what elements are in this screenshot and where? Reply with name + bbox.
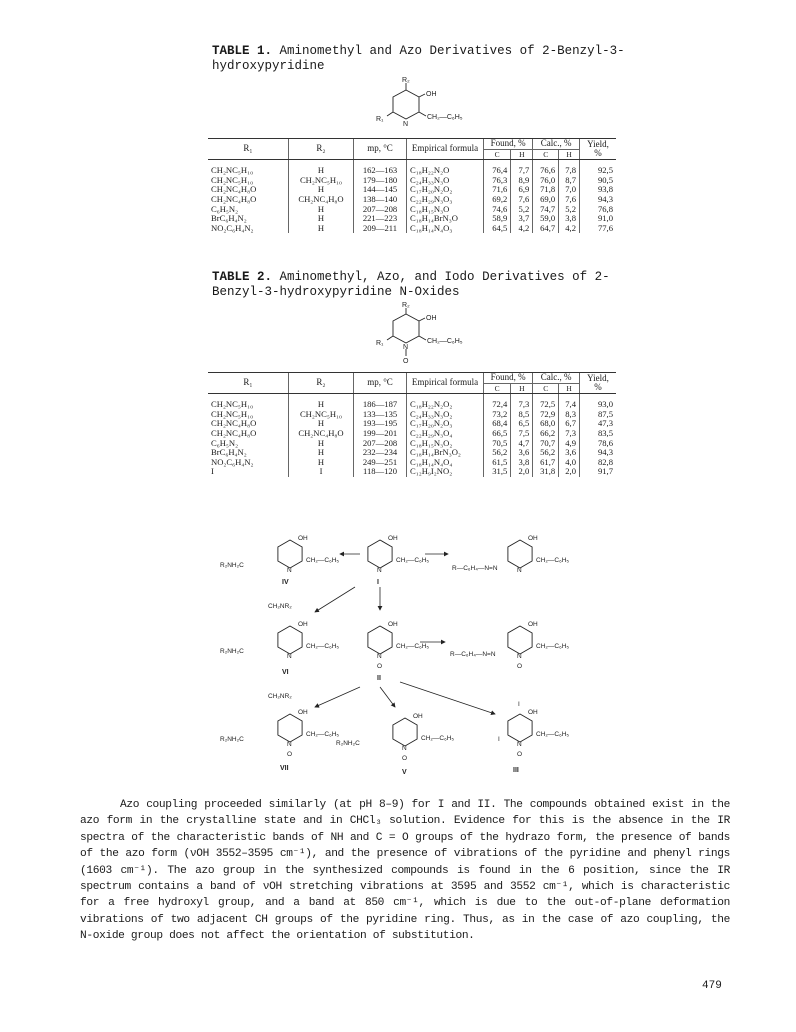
table1-cell-fc: 69,2: [484, 195, 511, 205]
table2-cell-r2: H: [289, 419, 354, 429]
table2-body: [208, 394, 616, 477]
table1-cell-mp: 207—208: [354, 205, 407, 215]
ring-azo-mid: [508, 626, 532, 654]
table2-struct-o: O: [403, 358, 409, 365]
table1-header-found: Found, %: [484, 139, 533, 150]
table1-cell-ch: 7,0: [559, 185, 580, 195]
table1-cell-ch: 7,6: [559, 195, 580, 205]
vi-oh: OH: [298, 621, 308, 628]
table1-cell-r1: CH₂NC₄H₈O: [211, 193, 257, 204]
table2-cell-cc: 66,2: [533, 429, 559, 439]
table2-caption: [212, 270, 632, 300]
table2-struct-r2: R₂: [402, 302, 410, 309]
table2-cell-fc: 73,2: [484, 410, 511, 420]
table2-cell-formula: C₁₈H₁₄N₄O₄: [407, 458, 484, 468]
iv-r2nh2c: R₂NH₂C: [220, 562, 244, 569]
table2-cell-r1: CH₂NC₅H₁₀: [211, 399, 254, 410]
table1-cell-y: 91,0: [580, 214, 617, 224]
arrow-i-to-vi: [315, 587, 355, 612]
table1-cell-mp: 179—180: [354, 176, 407, 186]
table2-cell-mp: 118—120: [354, 467, 407, 477]
v-n: N: [402, 745, 407, 752]
table1-cell-r1: CH₂NC₄H₈O: [211, 184, 257, 195]
azo-mid-n: N: [517, 653, 522, 660]
table2-cell-r2: CH₂NC₅H₁₀: [289, 410, 354, 420]
table2-cell-y: 82,8: [580, 458, 617, 468]
table1-cell-r1: NO₂C₆H₄N₂: [211, 222, 254, 233]
table1-struct-r2: R₂: [402, 77, 410, 84]
table2-cell-r1: C₆H₅N₂: [211, 437, 239, 448]
table1-row: [208, 224, 616, 234]
body-paragraph: Azo coupling proceeded similarly (at pH 8–9) for I and II. The compounds obtained exist in the azo form in the crystalline state and in CHCl₃ solution. Evidence for this is the absence in the IR spectra of the characteristic bands of NH and C = O groups of the hydrazo form, the presence of bands of the azo form (νOH 3552–3595 cm⁻¹), and the presence of vibrations of the pyridine and phenyl rings (1603 cm⁻¹). The azo group in the synthesized compounds is found in the 6 position, since the IR spectrum contains a band of νOH stretching vibrations at 3595 and 3552 cm⁻¹, which is characteristic for a free hydroxyl group, and a band at 850 cm⁻¹, which is due to the out-of-plane deformation vibrations of two adjacent CH groups of the pyridine ring. Thus, as in the case of azo coupling, the N-oxide group does not affect the orientation of substitution.: [80, 799, 730, 943]
vi-n: N: [287, 653, 292, 660]
i-benzyl: CH₂—C₆H₅: [396, 557, 430, 564]
table2-cell-r1: CH₂NC₄H₈O: [211, 427, 257, 438]
table2-cell-y: 83,5: [580, 429, 617, 439]
table2-cell-mp: 249—251: [354, 458, 407, 468]
table2-cell-formula: C₂₄H₃₃N₃O₂: [407, 410, 484, 420]
ring-vi: [278, 626, 302, 654]
azo-top: R—C₆H₄—N=N: [452, 565, 498, 572]
table2-cell-fc: 66,5: [484, 429, 511, 439]
table1-header-yield: Yield, %: [580, 139, 617, 160]
iii-n: N: [517, 741, 522, 748]
ring-iii: [508, 714, 532, 742]
table2-struct-sub: CH₂—C₆H₅: [427, 338, 463, 345]
table2-cell-cc: 31,8: [533, 467, 559, 477]
table2-cell-y: 87,5: [580, 410, 617, 420]
table1-cell-r1: C₆H₅N₂: [211, 203, 239, 214]
table2-cell-fc: 70,5: [484, 439, 511, 449]
table2-header-found-h: H: [511, 383, 533, 394]
label-i: I: [377, 579, 379, 586]
table2-cell-r1: NO₂C₆H₄N₂: [211, 456, 254, 467]
table2-header-calc-h: H: [559, 383, 580, 394]
table1-cell-fc: 76,4: [484, 160, 511, 176]
table2-cell-fc: 61,5: [484, 458, 511, 468]
table1-header-mp: mp, °C: [354, 139, 407, 160]
table2-cell-fc: 31,5: [484, 467, 511, 477]
table2-cell-y: 47,3: [580, 419, 617, 429]
vii-r2nh2c: R₂NH₂C: [220, 736, 244, 743]
table2-cell-fh: 3,8: [511, 458, 533, 468]
arrow-ii-to-vii: [315, 687, 360, 707]
table2-cell-cc: 70,7: [533, 439, 559, 449]
table2-cell-ch: 2,0: [559, 467, 580, 477]
table1-row: [208, 160, 616, 176]
table1-struct-n: N: [403, 121, 409, 128]
iii-oh: OH: [528, 709, 538, 716]
iv-oh: OH: [298, 535, 308, 542]
table1-cell-r1: BrC₆H₄N₂: [211, 213, 247, 224]
table1-cell-fh: 8,9: [511, 176, 533, 186]
label-vii: VII: [280, 765, 289, 772]
table1-cell-ch: 8,7: [559, 176, 580, 186]
table2-cell-y: 93,0: [580, 394, 617, 410]
table1-cell-r1: CH₂NC₅H₁₀: [211, 174, 254, 185]
label-vi: VI: [282, 669, 289, 676]
table2-cell-ch: 7,3: [559, 429, 580, 439]
table2-cell-r2: H: [289, 458, 354, 468]
table2-cell-r2: CH₂NC₄H₈O: [289, 429, 354, 439]
table2-header-found: Found, %: [484, 373, 533, 384]
vii-ch2nr2: CH₂NR₂: [268, 693, 292, 700]
v-oh: OH: [413, 713, 423, 720]
table2-cell-ch: 3,6: [559, 448, 580, 458]
table1-header-found-c: C: [484, 149, 511, 160]
table1-header-calc-h: H: [559, 149, 580, 160]
azo-mid-benzyl: CH₂—C₆H₅: [536, 643, 570, 650]
table2-header-found-c: C: [484, 383, 511, 394]
table2-cell-formula: C₁₈H₁₅N₃O₂: [407, 439, 484, 449]
table2-cell-fh: 3,6: [511, 448, 533, 458]
table1-caption-text: Aminomethyl and Azo Derivatives of 2-Benzyl-3-hydroxypyridine: [212, 44, 625, 73]
table1-cell-y: 76,8: [580, 205, 617, 215]
table2-structure: [360, 302, 470, 366]
table1-cell-cc: 69,0: [533, 195, 559, 205]
label-ii: II: [377, 675, 381, 682]
table1-cell-mp: 138—140: [354, 195, 407, 205]
azo-mid-o: O: [517, 663, 523, 670]
table2-caption-text: Aminomethyl, Azo, and Iodo Derivatives of 2-Benzyl-3-hydroxypyridine N-Oxides: [212, 270, 610, 299]
table1-cell-r2: CH₂NC₅H₁₀: [289, 176, 354, 186]
table1-cell-mp: 144—145: [354, 185, 407, 195]
table1-cell-fh: 6,9: [511, 185, 533, 195]
table2-cell-formula: C₁₈H₂₂N₂O₂: [407, 394, 484, 410]
azo-mid-oh: OH: [528, 621, 538, 628]
table2-cell-r1: CH₂NC₅H₁₀: [211, 408, 254, 419]
table2-cell-mp: 133—135: [354, 410, 407, 420]
vii-oh: OH: [298, 709, 308, 716]
table1-cell-fc: 71,6: [484, 185, 511, 195]
iv-benzyl: CH₂—C₆H₅: [306, 557, 340, 564]
table1-cell-cc: 76,6: [533, 160, 559, 176]
table1: [208, 138, 616, 233]
table2-header-r1: R₁: [208, 373, 289, 394]
azo-mid: R—C₆H₄—N=N: [450, 651, 496, 658]
iii-i-left: I: [498, 736, 500, 743]
iii-o: O: [517, 751, 523, 758]
table1-cell-fh: 7,6: [511, 195, 533, 205]
table2-cell-r2: I: [289, 467, 354, 477]
table1-header-r1: R₁: [208, 139, 289, 160]
table1-cell-y: 77,6: [580, 224, 617, 234]
v-benzyl: CH₂—C₆H₅: [421, 735, 455, 742]
table2-cell-cc: 72,9: [533, 410, 559, 420]
i-n: N: [377, 567, 382, 574]
table1-struct-oh: OH: [426, 91, 437, 98]
table2-cell-fc: 56,2: [484, 448, 511, 458]
table2-cell-fh: 4,7: [511, 439, 533, 449]
table1-body: [208, 160, 616, 234]
table2-cell-ch: 4,9: [559, 439, 580, 449]
table2-row: [208, 394, 616, 410]
table2-cell-y: 91,7: [580, 467, 617, 477]
v-o: O: [402, 755, 408, 762]
ii-benzyl: CH₂—C₆H₅: [396, 643, 430, 650]
table2-struct-n: N: [403, 344, 409, 351]
label-v: V: [402, 769, 407, 776]
table2-cell-formula: C₂₂H₂₉N₃O₄: [407, 429, 484, 439]
table2-cell-cc: 68,0: [533, 419, 559, 429]
table2-cell-ch: 8,3: [559, 410, 580, 420]
table1-struct-sub: CH₂—C₆H₅: [427, 114, 463, 121]
table1-cell-mp: 162—163: [354, 160, 407, 176]
table1-cell-fc: 58,9: [484, 214, 511, 224]
table1-cell-formula: C₂₂H₂₉N₃O₃: [407, 195, 484, 205]
vii-o: O: [287, 751, 293, 758]
table2-cell-r2: H: [289, 448, 354, 458]
table1-cell-formula: C₂₄H₃₃N₃O: [407, 176, 484, 186]
table2-cell-mp: 186—187: [354, 394, 407, 410]
table2-cell-mp: 207—208: [354, 439, 407, 449]
table1-cell-formula: C₁₈H₁₄N₄O₃: [407, 224, 484, 234]
table2-cell-mp: 193—195: [354, 419, 407, 429]
iii-benzyl: CH₂—C₆H₅: [536, 731, 570, 738]
table2-cell-r2: H: [289, 394, 354, 410]
table2-cell-ch: 6,7: [559, 419, 580, 429]
ring-v: [393, 718, 417, 746]
arrow-ii-to-iii: [400, 682, 495, 714]
table2-cell-ch: 4,0: [559, 458, 580, 468]
table1-cell-fc: 64,5: [484, 224, 511, 234]
table2-cell-cc: 72,5: [533, 394, 559, 410]
table2-cell-fc: 72,4: [484, 394, 511, 410]
table2-cell-y: 78,6: [580, 439, 617, 449]
table2-header-r2: R₂: [289, 373, 354, 394]
iv-n: N: [287, 567, 292, 574]
table2-cell-fh: 8,5: [511, 410, 533, 420]
table1-cell-cc: 76,0: [533, 176, 559, 186]
table1-cell-fc: 74,6: [484, 205, 511, 215]
table1-cell-fh: 3,7: [511, 214, 533, 224]
table1-cell-mp: 221—223: [354, 214, 407, 224]
table1-cell-r1: CH₂NC₅H₁₀: [211, 165, 254, 176]
table1-header-r2: R₂: [289, 139, 354, 160]
table1-cell-ch: 7,8: [559, 160, 580, 176]
vi-ch2nr2: CH₂NR₂: [268, 603, 292, 610]
table1-cell-ch: 3,8: [559, 214, 580, 224]
ring-azo-top: [508, 540, 532, 568]
label-iii: III: [513, 767, 519, 774]
label-iv: IV: [282, 579, 289, 586]
table2-header-yield: Yield, %: [580, 373, 617, 394]
table2-cell-fh: 6,5: [511, 419, 533, 429]
table1-cell-r2: H: [289, 160, 354, 176]
table1-cell-r2: H: [289, 214, 354, 224]
ring-ii: [368, 626, 392, 654]
ii-o: O: [377, 663, 383, 670]
table2-cell-mp: 232—234: [354, 448, 407, 458]
table1-caption-label: TABLE 1.: [212, 44, 273, 58]
ring-i: [368, 540, 392, 568]
table2-cell-r1: BrC₆H₄N₂: [211, 447, 247, 458]
table1-cell-formula: C₁₈H₁₄BrN₃O: [407, 214, 484, 224]
table2-row: [208, 467, 616, 477]
table1-cell-y: 93,8: [580, 185, 617, 195]
table1-structure: [360, 76, 470, 132]
table2-cell-cc: 56,2: [533, 448, 559, 458]
vi-benzyl: CH₂—C₆H₅: [306, 643, 340, 650]
ring-iv: [278, 540, 302, 568]
table1-header-formula: Empirical formula: [407, 139, 484, 160]
table2-caption-label: TABLE 2.: [212, 270, 273, 284]
reaction-scheme: [220, 522, 580, 784]
table2-cell-r2: H: [289, 439, 354, 449]
table2-cell-r1: CH₂NC₄H₈O: [211, 418, 257, 429]
azo-top-benzyl: CH₂—C₆H₅: [536, 557, 570, 564]
ring-vii: [278, 714, 302, 742]
table1-cell-r2: CH₂NC₄H₈O: [289, 195, 354, 205]
table1-cell-cc: 59,0: [533, 214, 559, 224]
table1-cell-fh: 7,7: [511, 160, 533, 176]
table2-cell-y: 94,3: [580, 448, 617, 458]
vii-benzyl: CH₂—C₆H₅: [306, 731, 340, 738]
table2-cell-formula: C₁₂H₉I₂NO₂: [407, 467, 484, 477]
table2-struct-oh: OH: [426, 315, 437, 322]
table2-cell-cc: 61,7: [533, 458, 559, 468]
table1-cell-r2: H: [289, 224, 354, 234]
table2-cell-ch: 7,4: [559, 394, 580, 410]
table1-caption: [212, 44, 632, 74]
table1-cell-fc: 76,3: [484, 176, 511, 186]
table1-cell-y: 92,5: [580, 160, 617, 176]
table2-cell-r1: I: [211, 466, 214, 477]
scheme-arrows: [315, 554, 495, 714]
table1-cell-r2: H: [289, 205, 354, 215]
table1-cell-ch: 5,2: [559, 205, 580, 215]
table1-cell-cc: 71,8: [533, 185, 559, 195]
table2-struct-r1: R₁: [376, 340, 384, 347]
table2-cell-formula: C₁₈H₁₄BrN₃O₂: [407, 448, 484, 458]
table2-header-calc-c: C: [533, 383, 559, 394]
table2: [208, 372, 616, 477]
azo-top-oh: OH: [528, 535, 538, 542]
table1-header-calc-c: C: [533, 149, 559, 160]
arrow-ii-to-v: [380, 687, 395, 707]
vi-r2nh2c: R₂NH₂C: [220, 648, 244, 655]
table2-header-calc: Calc., %: [533, 373, 580, 384]
table1-cell-y: 90,5: [580, 176, 617, 186]
azo-top-n: N: [517, 567, 522, 574]
table2-cell-formula: C₁₇H₂₀N₂O₃: [407, 419, 484, 429]
table1-cell-formula: C₁₇H₂₀N₂O₂: [407, 185, 484, 195]
ii-n: N: [377, 653, 382, 660]
table2-header-formula: Empirical formula: [407, 373, 484, 394]
table2-cell-fh: 7,3: [511, 394, 533, 410]
table1-cell-formula: C₁₈H₂₂N₂O: [407, 160, 484, 176]
vii-n: N: [287, 741, 292, 748]
table1-cell-r2: H: [289, 185, 354, 195]
table2-cell-fh: 7,5: [511, 429, 533, 439]
table1-cell-fh: 4,2: [511, 224, 533, 234]
table2-cell-mp: 199—201: [354, 429, 407, 439]
table1-cell-y: 94,3: [580, 195, 617, 205]
page-number: 479: [702, 980, 722, 992]
table1-cell-ch: 4,2: [559, 224, 580, 234]
table1-header-calc: Calc., %: [533, 139, 580, 150]
table1-struct-r1: R₁: [376, 116, 384, 123]
table1-cell-fh: 5,2: [511, 205, 533, 215]
table1-cell-mp: 209—211: [354, 224, 407, 234]
table1-cell-cc: 74,7: [533, 205, 559, 215]
table2-cell-fc: 68,4: [484, 419, 511, 429]
ii-oh: OH: [388, 621, 398, 628]
table1-cell-formula: C₁₈H₁₅N₃O: [407, 205, 484, 215]
i-oh: OH: [388, 535, 398, 542]
table1-header-found-h: H: [511, 149, 533, 160]
table1-cell-cc: 64,7: [533, 224, 559, 234]
table2-header-mp: mp, °C: [354, 373, 407, 394]
v-r2nh2c: R₂NH₂C: [336, 740, 360, 747]
table2-cell-fh: 2,0: [511, 467, 533, 477]
iii-i-top: I: [518, 701, 520, 708]
